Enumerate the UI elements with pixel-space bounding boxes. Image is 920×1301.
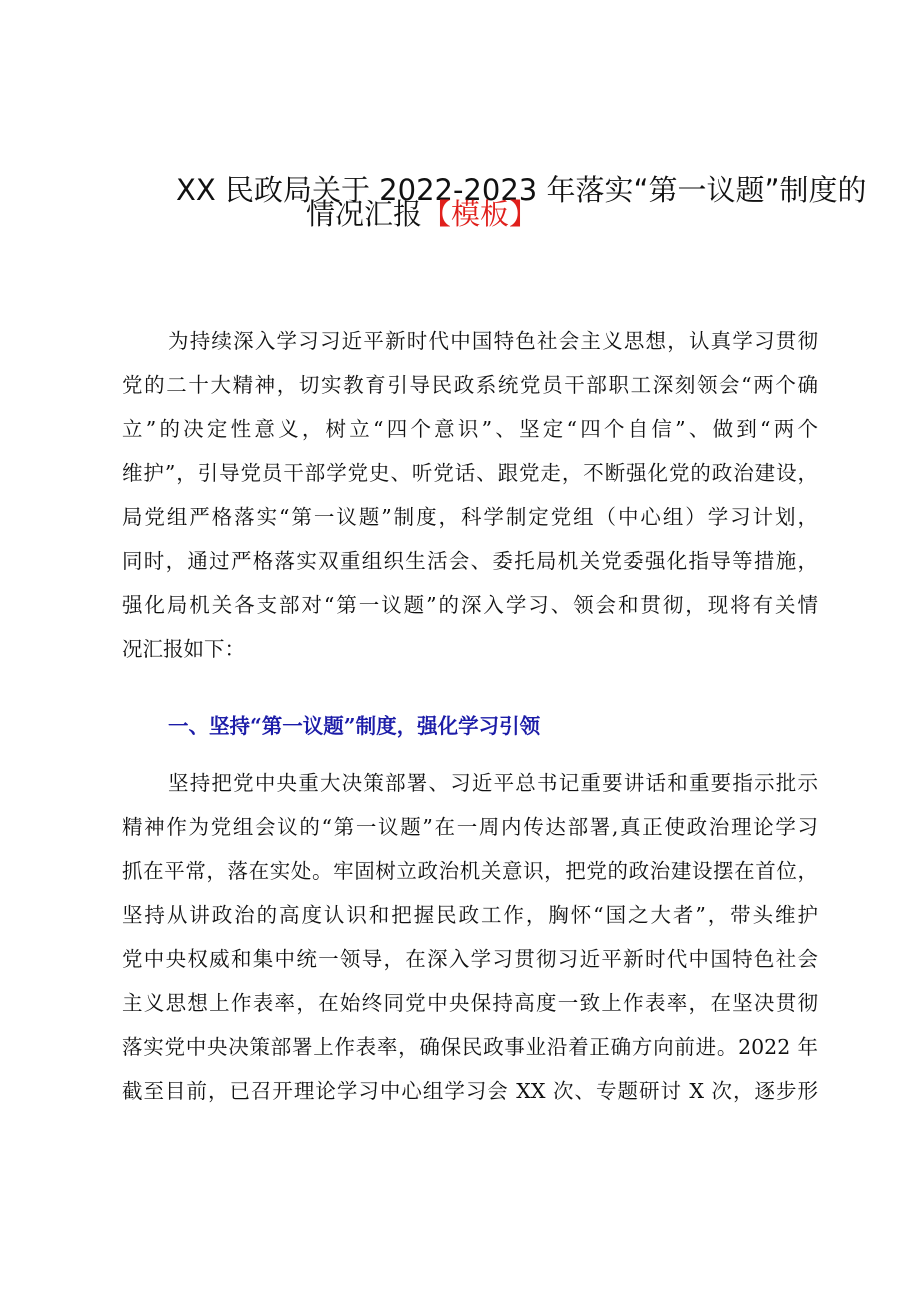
text-line: 抓在平常，落在实处。牢固树立政治机关意识，把党的政治建设摆在首位， (122, 859, 818, 883)
text-line: 强化局机关各支部对“第一议题”的深入学习、领会和贯彻，现将有关情 (122, 593, 818, 617)
section-heading: 一、坚持“第一议题”制度，强化学习引领 (168, 714, 541, 738)
text-line: 党中央权威和集中统一领导，在深入学习贯彻习近平新时代中国特色社会 (122, 947, 818, 971)
text-line: 为持续深入学习习近平新时代中国特色社会主义思想，认真学习贯彻 (168, 329, 818, 353)
text-line: 立”的决定性意义，树立“四个意识”、坚定“四个自信”、做到“两个 (122, 417, 818, 441)
template-tag: 【模板】 (422, 197, 539, 231)
text-line: 精神作为党组会议的“第一议题”在一周内传达部署,真正使政治理论学习 (122, 815, 818, 839)
text-line: 坚持从讲政治的高度认识和把握民政工作，胸怀“国之大者”，带头维护 (122, 903, 818, 927)
text-line: 况汇报如下： (122, 637, 245, 661)
document-title-line1: XX 民政局关于 2022-2023 年落实“第一议题”制度的 (176, 173, 867, 207)
text-line: 坚持把党中央重大决策部署、习近平总书记重要讲话和重要指示批示 (168, 771, 818, 795)
text-line: 维护”，引导党员干部学党史、听党话、跟党走，不断强化党的政治建设， (122, 461, 818, 485)
text-line: 同时，通过严格落实双重组织生活会、委托局机关党委强化指导等措施， (122, 549, 818, 573)
text-line: 党的二十大精神，切实教育引导民政系统党员干部职工深刻领会“两个确 (122, 373, 818, 397)
document-title-line2 (306, 192, 538, 233)
title-text: 情况汇报 (306, 197, 423, 231)
text-line: 落实党中央决策部署上作表率，确保民政事业沿着正确方向前进。2022 年 (122, 1035, 818, 1059)
text-line: 截至目前，已召开理论学习中心组学习会 XX 次、专题研讨 X 次，逐步形 (122, 1079, 818, 1103)
text-line: 局党组严格落实“第一议题”制度，科学制定党组（中心组）学习计划， (122, 505, 818, 529)
text-line: 主义思想上作表率，在始终同党中央保持高度一致上作表率，在坚决贯彻 (122, 991, 818, 1015)
